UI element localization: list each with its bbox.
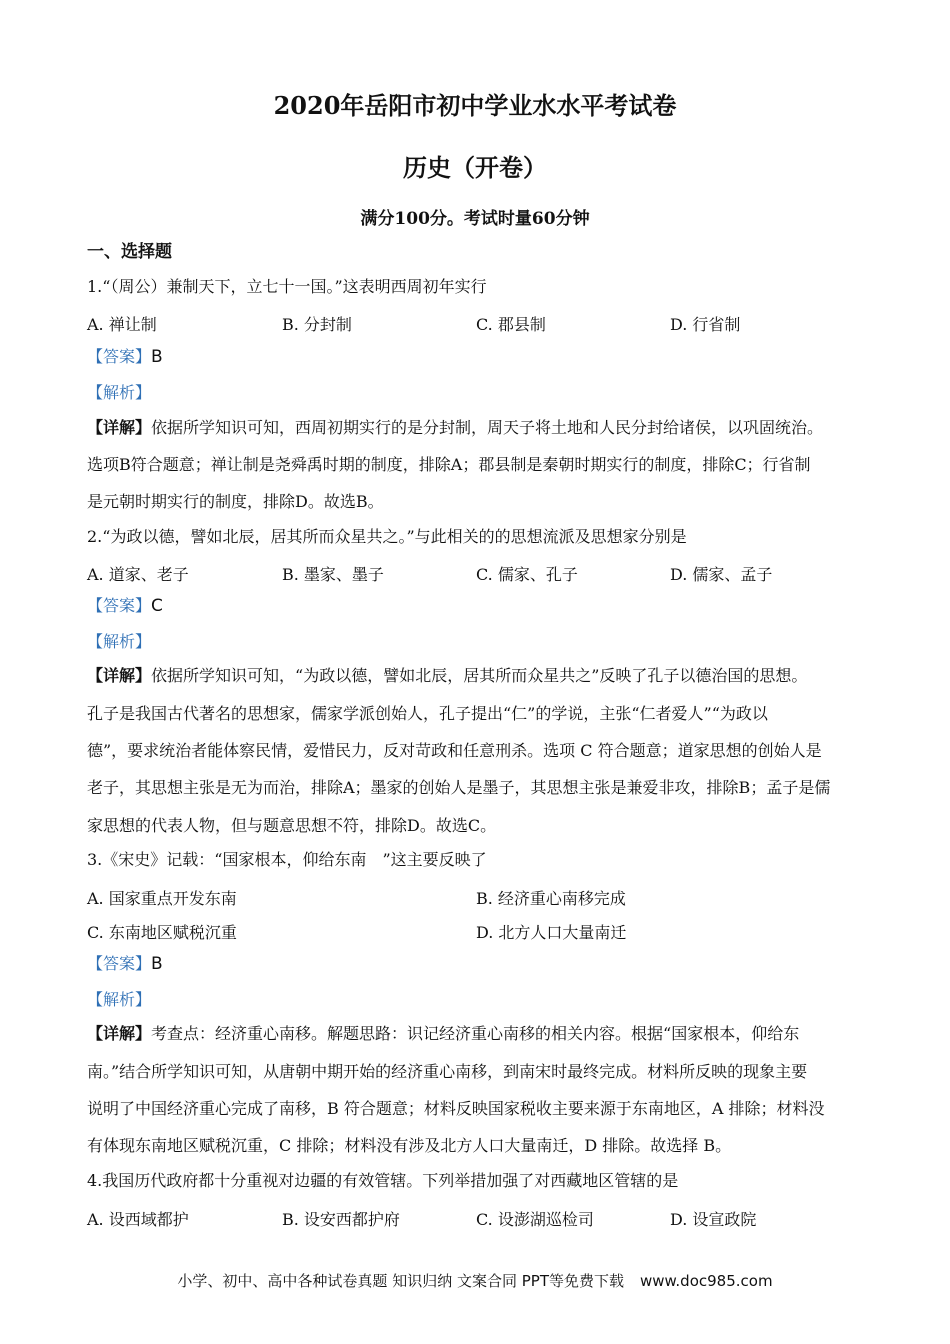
q2-answer [87, 596, 877, 616]
q1-detail-line-2: 选项B符合题意；禅让制是尧舜禹时期的制度，排除A；郡县制是秦朝时期实行的制度，排除C；行省制 [87, 455, 811, 474]
q2-detail-line-5: 家思想的代表人物，但与题意思想不符，排除D。故选C。 [87, 816, 497, 835]
exam-subtitle: 历史（开卷） [403, 153, 547, 182]
answer-value: B [151, 954, 163, 974]
question-4-stem: 4.我国历代政府都十分重视对边疆的有效管辖。下列举措加强了对西藏地区管辖的是 [87, 1171, 679, 1190]
q2-option-c: C. 儒家、孔子 [476, 565, 578, 584]
question-3-stem: 3.《宋史》记载：“国家根本，仰给东南 ”这主要反映了 [87, 850, 487, 869]
q3-option-a: A. 国家重点开发东南 [87, 889, 237, 908]
q1-detail-line-1 [87, 418, 877, 438]
section-heading: 一、选择题 [87, 242, 172, 262]
detail-text: 考查点：经济重心南移。解题思路：识记经济重心南移的相关内容。根据“国家根本，仰给东 [151, 1024, 800, 1043]
q3-detail-line-1 [87, 1024, 877, 1044]
q3-option-d: D. 北方人口大量南迁 [476, 923, 627, 942]
q4-option-a: A. 设西域都护 [87, 1210, 189, 1229]
question-1-stem: 1.“（周公）兼制天下，立七十一国。”这表明西周初年实行 [87, 277, 487, 296]
q2-option-b: B. 墨家、墨子 [282, 565, 384, 584]
q3-option-b: B. 经济重心南移完成 [476, 889, 626, 908]
q1-option-a: A. 禅让制 [87, 315, 157, 334]
q1-option-b: B. 分封制 [282, 315, 352, 334]
q3-detail-line-2: 南。”结合所学知识可知，从唐朝中期开始的经济重心南移，到南宋时最终完成。材料所反映的现象主要 [87, 1062, 808, 1081]
q3-analysis-tag: 【解析】 [87, 990, 152, 1009]
q3-detail-line-3: 说明了中国经济重心完成了南移，B 符合题意；材料反映国家税收主要来源于东南地区，A 排除；材料没 [87, 1099, 825, 1118]
answer-tag: 【答案】 [87, 347, 152, 366]
detail-text: 依据所学知识可知，“为政以德，譬如北辰，居其所而众星共之”反映了孔子以德治国的思想。 [151, 666, 808, 685]
footer-text: 小学、初中、高中各种试卷真题 知识归纳 文案合同 PPT等免费下载 [177, 1272, 624, 1290]
q1-answer [87, 347, 877, 367]
answer-value: C [151, 596, 163, 616]
detail-text: 依据所学知识可知，西周初期实行的是分封制，周天子将土地和人民分封给诸侯，以巩固统治。 [151, 418, 824, 437]
q2-detail-line-3: 德”，要求统治者能体察民情，爱惜民力，反对苛政和任意刑杀。选项 C 符合题意；道家思想的创始人是 [87, 741, 822, 760]
detail-tag: 【详解】 [87, 418, 152, 437]
q2-detail-line-4: 老子，其思想主张是无为而治，排除A；墨家的创始人是墨子，其思想主张是兼爱非攻，排除B；孟子是儒 [87, 778, 831, 797]
detail-tag: 【详解】 [87, 666, 152, 685]
q1-option-d: D. 行省制 [670, 315, 741, 334]
page-footer [0, 1270, 950, 1291]
exam-info: 满分100分。考试时量60分钟 [360, 209, 590, 229]
exam-title: 2020年岳阳市初中学业水水平考试卷 [273, 91, 677, 120]
q4-option-d: D. 设宣政院 [670, 1210, 757, 1229]
q2-option-a: A. 道家、老子 [87, 565, 189, 584]
q1-detail-line-3: 是元朝时期实行的制度，排除D。故选B。 [87, 492, 384, 511]
q3-detail-line-4: 有体现东南地区赋税沉重，C 排除；材料没有涉及北方人口大量南迁，D 排除。故选择 B。 [87, 1136, 732, 1155]
answer-value: B [151, 347, 163, 367]
answer-tag: 【答案】 [87, 596, 152, 615]
answer-tag: 【答案】 [87, 954, 152, 973]
q4-option-c: C. 设澎湖巡检司 [476, 1210, 594, 1229]
q2-detail-line-1 [87, 666, 877, 686]
footer-link[interactable]: www.doc985.com [639, 1272, 773, 1290]
q1-option-c: C. 郡县制 [476, 315, 546, 334]
question-2-stem: 2.“为政以德，譬如北辰，居其所而众星共之。”与此相关的的思想流派及思想家分别是 [87, 527, 687, 546]
q2-detail-line-2: 孔子是我国古代著名的思想家，儒家学派创始人，孔子提出“仁”的学说，主张“仁者爱人”“为政以 [87, 704, 768, 723]
detail-tag: 【详解】 [87, 1024, 152, 1043]
q2-option-d: D. 儒家、孟子 [670, 565, 773, 584]
q4-option-b: B. 设安西都护府 [282, 1210, 400, 1229]
q3-option-c: C. 东南地区赋税沉重 [87, 923, 237, 942]
q3-answer [87, 954, 877, 974]
q1-analysis-tag: 【解析】 [87, 383, 152, 402]
q2-analysis-tag: 【解析】 [87, 632, 152, 651]
